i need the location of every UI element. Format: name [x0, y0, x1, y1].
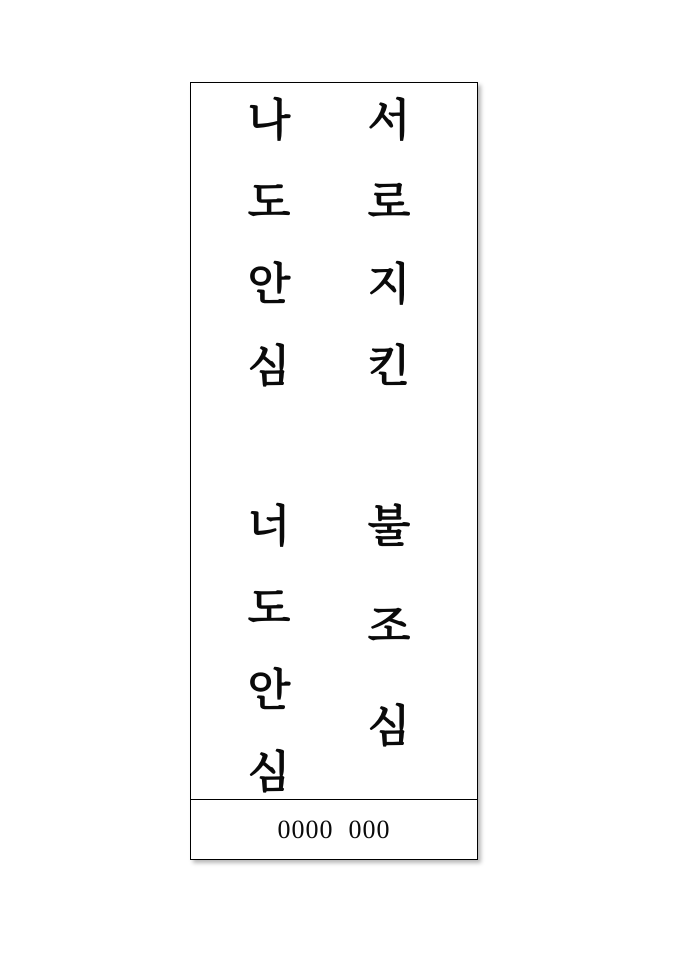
glyph: 심 — [247, 341, 291, 392]
glyph: 안 — [247, 259, 291, 310]
glyph: 심 — [247, 747, 291, 798]
poster-sheet — [190, 82, 478, 860]
glyph: 도 — [247, 583, 291, 634]
poster-footer — [191, 799, 477, 859]
vertical-column-seoro-jikin — [353, 95, 425, 427]
glyph: 조 — [367, 601, 411, 652]
glyph: 도 — [247, 177, 291, 228]
poster-body — [191, 83, 477, 799]
glyph: 지 — [367, 259, 411, 310]
footer-number-text: 0000 000 — [277, 814, 391, 844]
glyph: 안 — [247, 665, 291, 716]
glyph: 불 — [367, 501, 411, 552]
vertical-column-neodo-ansim — [233, 501, 305, 833]
glyph: 킨 — [367, 341, 411, 392]
glyph: 너 — [247, 501, 291, 552]
glyph: 심 — [367, 701, 411, 752]
vertical-column-nado-ansim — [233, 95, 305, 427]
vertical-column-buljosim — [353, 501, 425, 805]
glyph: 로 — [367, 177, 411, 228]
glyph: 서 — [367, 95, 411, 146]
glyph: 나 — [247, 95, 291, 146]
